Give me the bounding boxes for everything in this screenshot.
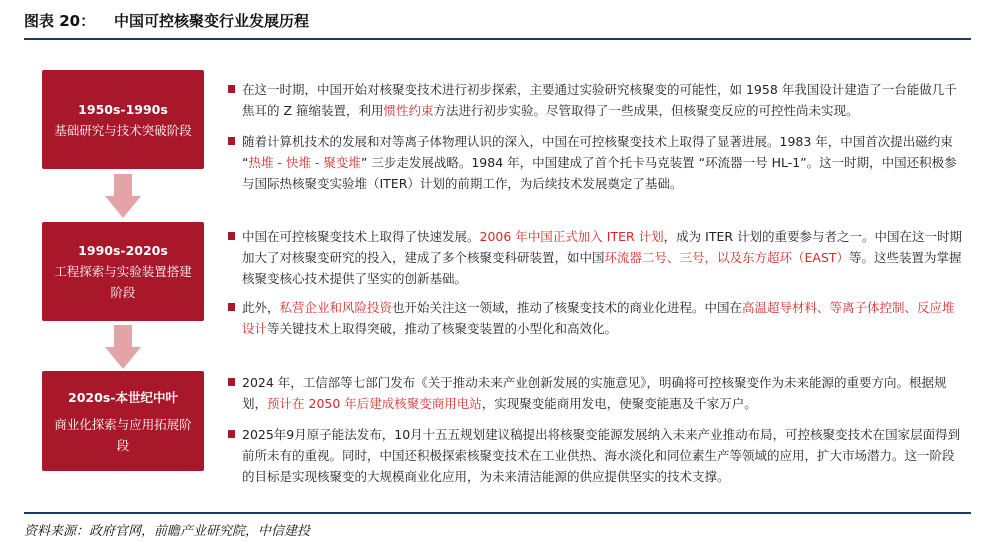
body-text: 在这一时期，中国开始对核聚变技术进行初步探索，主要通过实验研究核聚变的可能性，如 1958 年我国设计建造了一台能做几千焦耳的 Z 箍缩装置，利用 bbox=[242, 82, 957, 118]
figure-title bbox=[24, 10, 309, 31]
body-text: ，成为 ITER 计划的重要参与者之一。中国在这一时期加大了对核聚变研究的投入，建成了多个核聚变科研装置，如中国 bbox=[242, 229, 963, 265]
header-divider bbox=[24, 38, 971, 40]
highlight-text: 惯性约束 bbox=[383, 103, 434, 118]
stage-period: 1990s-2020s bbox=[78, 243, 168, 258]
down-arrow-icon bbox=[105, 325, 141, 369]
body-text: 等关键技术上取得突破，推动了核聚变装置的小型化和高效化。 bbox=[267, 321, 618, 336]
paragraph-3 bbox=[228, 226, 966, 289]
stage-name: 工程探索与实验装置搭建阶段 bbox=[54, 264, 192, 300]
bullet-icon bbox=[228, 232, 235, 240]
paragraph-6 bbox=[228, 424, 966, 487]
body-text: 此外， bbox=[242, 300, 280, 315]
bullet-icon bbox=[228, 137, 235, 145]
down-arrow-icon bbox=[105, 174, 141, 218]
stage-period: 1950s-1990s bbox=[78, 101, 168, 117]
footer-divider bbox=[24, 512, 971, 514]
source-note: 资料来源：政府官网，前瞻产业研究院，中信建投 bbox=[24, 524, 311, 539]
paragraph-2 bbox=[228, 131, 966, 194]
paragraph-1 bbox=[228, 79, 966, 121]
figure-number: 图表 20： bbox=[24, 12, 96, 30]
stage-name: 商业化探索与应用拓展阶段 bbox=[54, 416, 192, 453]
bullet-icon bbox=[228, 378, 235, 386]
highlight-text: 环流器二号、三号，以及东方超环（EAST） bbox=[604, 250, 850, 265]
stage-box-2 bbox=[42, 222, 204, 321]
bullet-icon bbox=[228, 85, 235, 93]
body-text: 随着计算机技术的发展和对等离子体物理认识的深入，中国在可控核聚变技术上取得了显著进展。1983 年，中国首次提出磁约束 “ bbox=[242, 134, 953, 170]
bullet-icon bbox=[228, 430, 235, 438]
stage-box-1 bbox=[42, 70, 204, 169]
paragraph-5 bbox=[228, 372, 966, 414]
body-text: ，实现聚变能商用发电，使聚变能惠及千家万户。 bbox=[481, 396, 757, 411]
body-text: 方法进行初步实验。尽管取得了一些成果，但核聚变反应的可控性尚未实现。 bbox=[433, 103, 859, 118]
body-text: 等。这些装置为掌握核聚变核心技术提供了坚实的创新基础。 bbox=[242, 250, 962, 286]
stage-name: 基础研究与技术突破阶段 bbox=[54, 122, 192, 138]
highlight-text: 私营企业和风险投资 bbox=[279, 300, 393, 315]
body-text: 2025年9月原子能法发布，10月十五五规划建议稿提出将核聚变能源发展纳入未来产业推动布局，可控核聚变技术在国家层面得到前所未有的重视。同时，中国还积极探索核聚变技术在工业供热、海水淡化和同位素生产等领域的应用，扩大市场潜力。这一阶段的目标是实现核聚变的大规模商业化应用，为未来清洁能源的供应提供坚实的技术支撑。 bbox=[242, 427, 961, 484]
bullet-icon bbox=[228, 303, 235, 311]
paragraph-4 bbox=[228, 297, 966, 339]
highlight-text: 预计在 2050 年后建成核聚变商用电站 bbox=[267, 396, 482, 411]
highlight-text: 热堆 - 快堆 - 聚变堆 bbox=[248, 155, 361, 170]
figure-heading: 中国可控核聚变行业发展历程 bbox=[114, 12, 310, 30]
highlight-text: 高温超导材料、等离子体控制、反应堆设计 bbox=[242, 300, 955, 336]
body-text: 中国在可控核聚变技术上取得了快速发展。 bbox=[242, 229, 480, 244]
body-text: 2024 年，工信部等七部门发布《关于推动未来产业创新发展的实施意见》，明确将可控核聚变作为未来能源的重要方向。根据规划， bbox=[242, 375, 947, 411]
body-text: ” 三步走发展战略。1984 年，中国建成了首个托卡马克装置 “环流器一号 HL-1”。这一时期，中国还积极参与国际热核聚变实验堆（ITER）计划的前期工作，为后续技术发展奠定了基础。 bbox=[242, 155, 957, 191]
stage-period: 2020s-本世纪中叶 bbox=[68, 389, 178, 405]
stage-box-3 bbox=[42, 371, 204, 471]
body-text: 也开始关注这一领域，推动了核聚变技术的商业化进程。中国在 bbox=[392, 300, 743, 315]
highlight-text: 2006 年中国正式加入 ITER 计划 bbox=[479, 229, 664, 244]
